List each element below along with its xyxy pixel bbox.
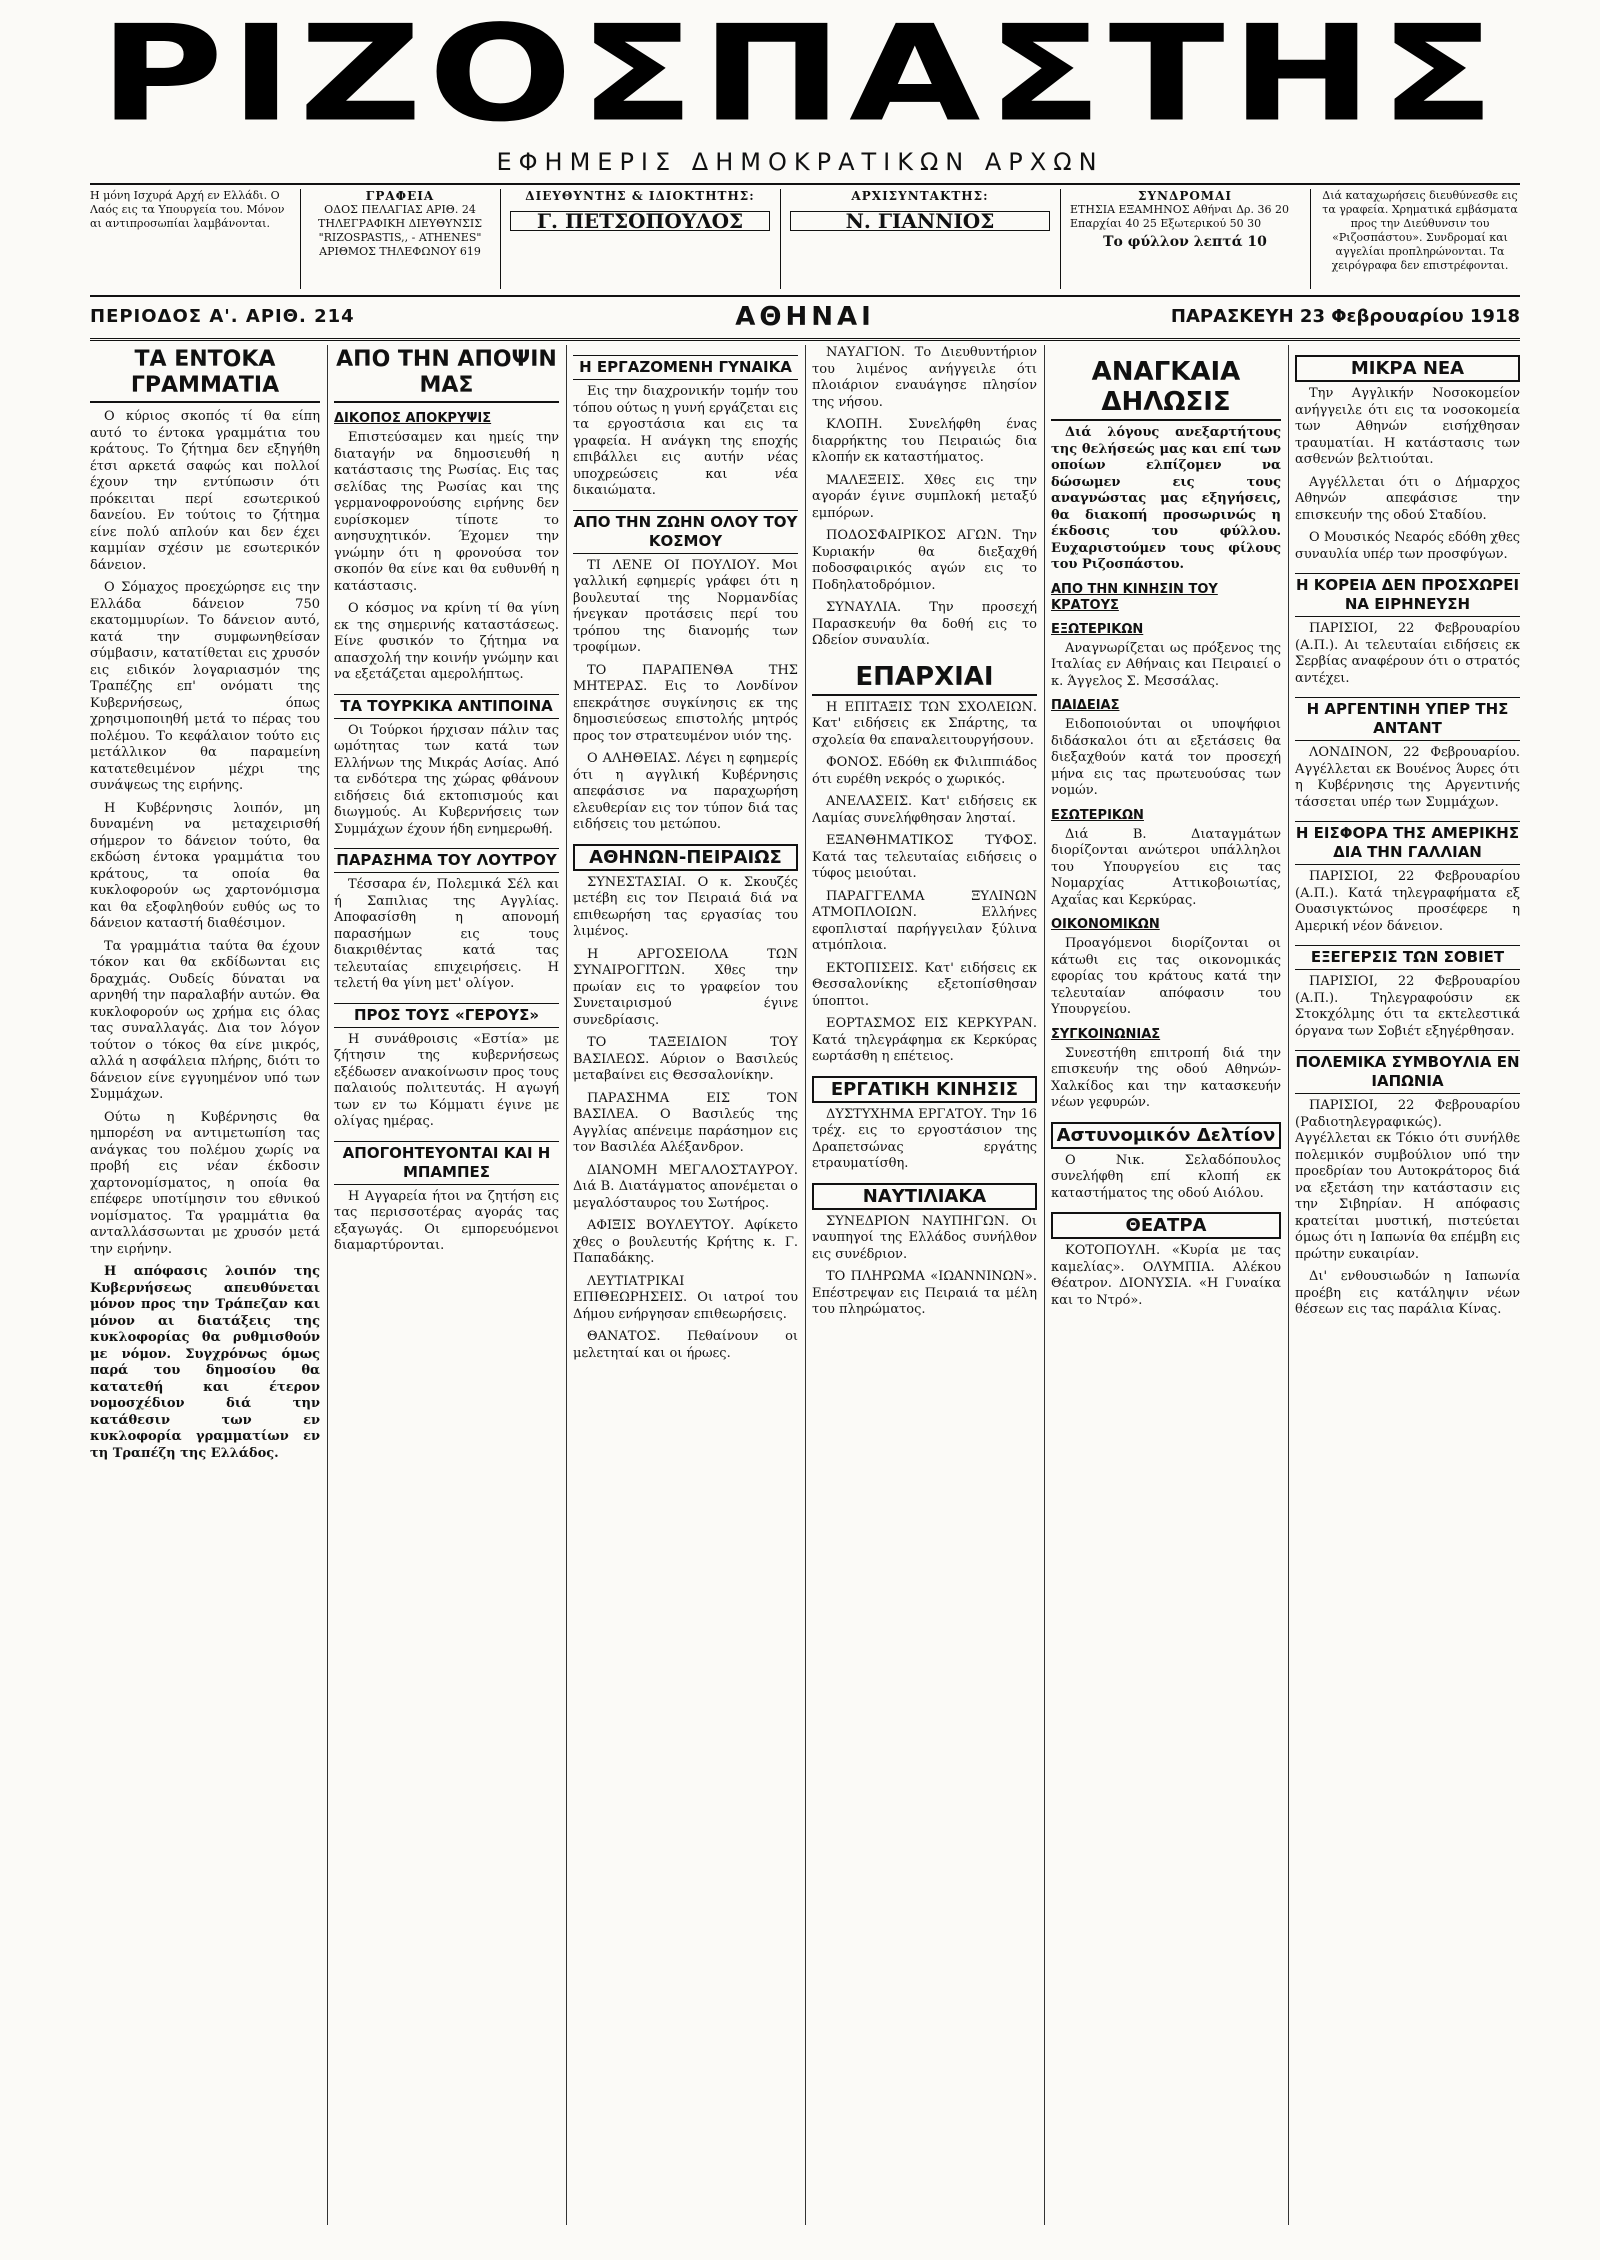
offices-text: ΟΔΟΣ ΠΕΛΑΓΙΑΣ ΑΡΙΘ. 24 ΤΗΛΕΓΡΑΦΙΚΗ ΔΙΕΥΘΥΝΣΙΣ "RIZOSPASTIS,, - ATHENES" ΑΡΙΘΜΟΣ ΤΗΛΕΦΩΝΟΥ 619 xyxy=(318,203,482,258)
article-paragraph: Ο Νικ. Σελαδόπουλος συνελήφθη επί κλοπή εκ καταστήματος της οδού Αιόλου. xyxy=(1051,1152,1281,1201)
article-paragraph: ΕΟΡΤΑΣΜΟΣ ΕΙΣ ΚΕΡΚΥΡΑΝ. Κατά τηλεγράφημα εκ Κερκύρας εωρτάσθη η επέτειος. xyxy=(812,1016,1037,1064)
motto-text: Η μόνη Ισχυρά Αρχή εν Ελλάδι. Ο Λαός εις τα Υπουργεία του. Μόνον αι αντιπροσωπίαι λαμβάνονται. xyxy=(90,189,285,230)
headline-our-view: ΑΠΟ ΤΗΝ ΑΠΟΨΙΝ ΜΑΣ xyxy=(334,347,559,403)
subheading: ΠΑΙΔΕΙΑΣ xyxy=(1051,698,1120,713)
article-paragraph: Αγγέλλεται ότι ο Δήμαρχος Αθηνών απεφάσισε την επισκευήν της οδού Σταδίου. xyxy=(1295,474,1520,523)
article-paragraph: Τα γραμμάτια ταύτα θα έχουν τόκον και θα εκδίδωνται εις δραχμάς. Ουδείς δύναται να αρνηθή την παραλαβήν αυτών. Θα κυκλοφορούν ως χρήμα εις όλας τας συναλλαγάς. Δια τον λόγον τούτον ο τόκος θα είνε μικρός, αλλά η ασφάλεια πλήρης, διότι το δάνειον είνε εγγυημένον υπό των Συμμάχων. xyxy=(90,938,320,1102)
dateline xyxy=(90,300,1520,341)
subscriptions-heading: ΣΥΝΔΡΟΜΑΙ xyxy=(1137,189,1232,203)
director-name: Γ. ΠΕΤΣΟΠΟΥΛΟΣ xyxy=(510,211,770,231)
subheading: ΠΑΡΑΣΗΜΑ ΤΟΥ ΛΟΥΤΡΟΥ xyxy=(334,848,559,873)
subheading: ΤΑ ΤΟΥΡΚΙΚΑ ΑΝΤΙΠΟΙΝΑ xyxy=(334,694,559,719)
article-paragraph: ΑΦΙΞΙΣ ΒΟΥΛΕΥΤΟΥ. Αφίκετο χθες ο βουλευτής Κρήτης κ. Γ. Παπαδάκης. xyxy=(573,1218,798,1266)
article-paragraph: ΑΝΕΛΑΣΕΙΣ. Κατ' ειδήσεις εκ Λαμίας συνελήφθησαν λησταί. xyxy=(812,794,1037,826)
masthead xyxy=(0,0,1600,176)
subheading: ΑΠΟΓΟΗΤΕΥΟΝΤΑΙ ΚΑΙ Η ΜΠΑΜΠΕΣ xyxy=(334,1141,559,1185)
headline-police-bulletin: Αστυνομικόν Δελτίον xyxy=(1051,1122,1281,1149)
subheading: ΠΟΛΕΜΙΚΑ ΣΥΜΒΟΥΛΙΑ ΕΝ ΙΑΠΩΝΙΑ xyxy=(1295,1050,1520,1094)
article-paragraph: ΛΟΝΔΙΝΟΝ, 22 Φεβρουαρίου. Αγγέλλεται εκ Βουένος Άυρες ότι η Κυβέρνησις της Αργεντινής τάσσεται υπέρ των Συμμάχων. xyxy=(1295,745,1520,810)
article-paragraph: Ειδοποιούνται οι υποψήφιοι διδάσκαλοι ότι αι εξετάσεις θα διεξαχθούν κατά τον προσεχή μήνα εις τας πρωτευούσας των νομών. xyxy=(1051,717,1281,798)
article-paragraph: ΔΙΑΝΟΜΗ ΜΕΓΑΛΟΣΤΑΥΡΟΥ. Διά Β. Διατάγματος απονέμεται ο μεγαλόσταυρος του Σωτήρος. xyxy=(573,1162,798,1211)
headline-labor-movement: ΕΡΓΑΤΙΚΗ ΚΙΝΗΣΙΣ xyxy=(812,1076,1037,1103)
column-1 xyxy=(90,345,320,2245)
editor-name: Ν. ΓΙΑΝΝΙΟΣ xyxy=(790,211,1050,231)
column-3 xyxy=(573,345,798,2245)
article-paragraph: ΠΑΡΙΣΙΟΙ, 22 Φεβρουαρίου (Ραδιοτηλεγραφικώς). Αγγέλλεται εκ Τόκιο ότι συνήλθε πολεμικόν συμβούλιον υπό την προεδρίαν του Αυτοκράτορος διά να εξετάση την κατάστασιν εις την Σιβηρίαν. Η απόφασις κρατείται μυστική, πιστεύεται όμως ότι η Ιαπωνία θα επέμβη εις πρώτην ευκαιρίαν. xyxy=(1295,1098,1520,1262)
headline-treasury-bills: ΤΑ ΕΝΤΟΚΑ ΓΡΑΜΜΑΤΙΑ xyxy=(90,347,320,403)
subheading: Η ΕΙΣΦΟΡΑ ΤΗΣ ΑΜΕΡΙΚΗΣ ΔΙΑ ΤΗΝ ΓΑΛΛΙΑΝ xyxy=(1295,821,1520,865)
article-paragraph: Η συνάθροισις «Εστία» με ζήτησιν της κυβερνήσεως εξέδωσεν ανακοίνωσιν προς τους παλαιούς πολιτευτάς. Η αγωγή των εν τω Κόμματι έγινε με ολίγας ημέρας. xyxy=(334,1031,559,1129)
article-paragraph: ΝΑΥΑΓΙΟΝ. Το Διευθυντήριον του λιμένος ανήγγειλε ότι πλοιάριον εναυάγησε πλησίον της νήσου. xyxy=(812,345,1037,410)
headline-theatres: ΘΕΑΤΡΑ xyxy=(1051,1212,1281,1239)
article-paragraph: Διά λόγους ανεξαρτήτους της θελήσεώς μας και επί των οποίων ελπίζομεν να δώσωμεν εις τους αναγνώστας μας εξηγήσεις, θα διακοπή προσωρινώς η έκδοσις του φύλλου. Ευχαριστούμεν τους φίλους του Ριζοσπάστου. xyxy=(1051,425,1281,572)
article-paragraph: Επιστεύσαμεν και ημείς την διαταγήν να δημοσιευθή η κατάστασις της Ρωσίας. Εις τας σελίδας της Ρωσίας και της γερμανοφρονούσης ειρήνης δεν ευρίσκομεν τίποτε το ανησυχητικόν. Έχομεν την γνώμην ότι η φρονούσα τον σκοπόν θα είνε και θα ευθυνθή η κατάστασις. xyxy=(334,430,559,594)
newspaper-subtitle: ΕΦΗΜΕΡΙΣ ΔΗΜΟΚΡΑΤΙΚΩΝ ΑΡΧΩΝ xyxy=(496,148,1104,176)
subheading: ΠΡΟΣ ΤΟΥΣ «ΓΕΡΟΥΣ» xyxy=(334,1003,559,1028)
issue-date: ΠΑΡΑΣΚΕΥΗ 23 Φεβρουαρίου 1918 xyxy=(1170,306,1520,327)
article-paragraph: Τέσσαρα έν, Πολεμικά Σέλ και ή Σαπιλιας της Αγγλίας. Αποφασίσθη η απονομή παρασήμων εις τους διακριθέντας κατά τας τελευταίας επιχειρήσεις. Η τελετή θα γίνη μετ' ολίγον. xyxy=(334,877,559,991)
price-text: Το φύλλον λεπτά 10 xyxy=(1103,234,1267,250)
article-paragraph: Ο Σόμαχος προεχώρησε εις την Ελλάδα δάνειον 750 εκατομμυρίων. Το δάνειον αυτό, κατά την συμφωνηθείσαν σύμβασιν, κατατίθεται εις χρυσόν εις ειδικόν λογαριασμόν της Τραπέζης επ' ονόματι της Κυβερνήσεως, όπως χρησιμοποιηθή μετά το πέρας του πολέμου. Το κεφάλαιον τούτο εις μετάλλικον θα παραμείνη κατατεθειμένον μέχρι της συνάψεως της ειρήνης. xyxy=(90,580,320,793)
article-paragraph: ΣΥΝΑΥΛΙΑ. Την προσεχή Παρασκευήν θα δοθή εις το Ωδείον συναυλία. xyxy=(812,600,1037,648)
motto-box xyxy=(90,189,290,289)
article-paragraph: Ούτω η Κυβέρνησις θα ημπορέση να αντιμετωπίση τας ανάγκας του πολέμου χωρίς να προβή εις νέαν έκδοσιν χαρτονομίσματος, η οποία θα επέφερε υποτίμησιν του εθνικού νομίσματος. Τα γραμμάτια θα ανταλλάσσωνται με χρυσόν μετά την ειρήνην. xyxy=(90,1109,320,1257)
article-paragraph: ΘΑΝΑΤΟΣ. Πεθαίνουν οι μελετηταί και οι ήρωες. xyxy=(573,1329,798,1361)
subheading: ΔΙΚΟΠΟΣ ΑΠΟΚΡΥΨΙΣ xyxy=(334,411,492,426)
article-paragraph: Η ΕΠΙΤΑΞΙΣ ΤΩΝ ΣΧΟΛΕΙΩΝ. Κατ' ειδήσεις εκ Σπάρτης, τα σχολεία θα επαναλειτουργήσουν. xyxy=(812,699,1037,748)
column-5 xyxy=(1051,345,1281,2245)
headline-working-woman: Η ΕΡΓΑΖΟΜΕΝΗ ΓΥΝΑΙΚΑ xyxy=(573,355,798,380)
article-paragraph: Ο ΑΛΗΘΕΙΑΣ. Λέγει η εφημερίς ότι η αγγλική Κυβέρνησις απεφάσισε να παραχωρήση ελευθερίαν εις τον τύπον διά τας ειδήσεις του μετώπου. xyxy=(573,751,798,832)
article-paragraph: ΠΑΡΙΣΙΟΙ, 22 Φεβρουαρίου (Α.Π.). Τηλεγραφούσιν εκ Στοκχόλμης ότι τα εκτελεστικά όργανα των Σοβιέτ εξηγέρθησαν. xyxy=(1295,974,1520,1039)
article-paragraph: Ο κύριος σκοπός τί θα είπη αυτό το έντοκα γραμμάτια του κράτους. Το ζήτημα δεν εξηγήθη έτσι αρκετά σαφώς και πολλοί έχουν την εντύπωσιν ότι πρόκειται περί εσωτερικού δανείου. Εν τούτοις το ζήτημα είνε πολύ απλούν και δεν έχει καμμίαν σχέσιν με εσωτερικόν δάνειον. xyxy=(90,409,320,573)
subheading: Η ΚΟΡΕΙΑ ΔΕΝ ΠΡΟΣΧΩΡΕΙ ΝΑ ΕΙΡΗΝΕΥΣΗ xyxy=(1295,573,1520,617)
article-paragraph: ΕΞΑΝΘΗΜΑΤΙΚΟΣ ΤΥΦΟΣ. Κατά τας τελευταίας ειδήσεις ο τύφος μειούται. xyxy=(812,833,1037,881)
article-paragraph: ΠΑΡΑΓΓΕΛΜΑ ΞΥΛΙΝΩΝ ΑΤΜΟΠΛΟΙΩΝ. Ελλήνες εφοπλισταί παρήγγειλαν ξύλινα ατμόπλοια. xyxy=(812,888,1037,953)
column-4 xyxy=(812,345,1037,2245)
director-heading: ΔΙΕΥΘΥΝΤΗΣ & ΙΔΙΟΚΤΗΤΗΣ: xyxy=(525,189,755,203)
article-paragraph: Η ΑΡΓΟΣΕΙΟΛΑ ΤΩΝ ΣΥΝΑΙΡΟΓΙΤΩΝ. Χθες την πρωίαν εις το γραφείον του Συνεταιρισμού έγινε συνεδρίασις. xyxy=(573,946,798,1028)
headline-athens-piraeus: ΑΘΗΝΩΝ-ΠΕΙΡΑΙΩΣ xyxy=(573,844,798,871)
article-paragraph: ΠΑΡΙΣΙΟΙ, 22 Φεβρουαρίου (Α.Π.). Αι τελευταίαι ειδήσεις εκ Σερβίας αναφέρουν ότι ο στρατός αντέχει. xyxy=(1295,621,1520,686)
article-paragraph: Η απόφασις λοιπόν της Κυβερνήσεως απευθύνεται μόνον προς την Τράπεζαν και μόνον αι διατάξεις της κυκλοφορίας θα ρυθμισθούν με νόμον. Συγχρόνως όμως παρά του δημοσίου θα κατατεθή και έτερον νομοσχέδιον διά την κατάθεσιν των εν κυκλοφορία γραμματίων εν τη Τραπέζη της Ελλάδος. xyxy=(90,1264,320,1461)
article-paragraph: Ο Μουσικός Νεαρός εδόθη χθες συναυλία υπέρ των προσφύγων. xyxy=(1295,530,1520,562)
editor-box xyxy=(790,189,1050,289)
headline-provinces: ΕΠΑΡΧΙΑΙ xyxy=(812,660,1037,696)
article-paragraph: ΦΟΝΟΣ. Εδόθη εκ Φιλιππιάδος ότι ευρέθη νεκρός ο χωρικός. xyxy=(812,755,1037,787)
offices-heading: ΓΡΑΦΕΙΑ xyxy=(365,189,435,203)
headline-nautical: ΝΑΥΤΙΛΙΑΚΑ xyxy=(812,1183,1037,1210)
article-paragraph: Η Κυβέρνησις λοιπόν, μη δυναμένη να μεταχειρισθή σήμερον το δάνειον τούτο, θα εκδώση έντοκα γραμμάτια του κράτους, τα οποία θα κυκλοφορούν ως χαρτονόμισμα και θα εξοφληθούν ευθύς ως το δάνειον καταστή διαθέσιμον. xyxy=(90,800,320,931)
offices-box xyxy=(310,189,490,289)
article-paragraph: ΠΟΔΟΣΦΑΙΡΙΚΟΣ ΑΓΩΝ. Την Κυριακήν θα διεξαχθή ποδοσφαιρικός αγών εις το Ποδηλατοδρόμιον. xyxy=(812,528,1037,593)
article-paragraph: ΠΑΡΑΣΗΜΑ ΕΙΣ ΤΟΝ ΒΑΣΙΛΕΑ. Ο Βασιλεύς της Αγγλίας απένειμε παράσημον εις τον Βασιλέα Αλέξανδρον. xyxy=(573,1090,798,1155)
editor-heading: ΑΡΧΙΣΥΝΤΑΚΤΗΣ: xyxy=(851,189,989,203)
article-paragraph: ΕΚΤΟΠΙΣΕΙΣ. Κατ' ειδήσεις εκ Θεσσαλονίκης εξετοπίσθησαν ύποπτοι. xyxy=(812,960,1037,1009)
article-paragraph: Διά Β. Διαταγμάτων διορίζονται ανώτεροι υπάλληλοι του Υπουργείου εις τας Νομαρχίας Αττικοβοιωτίας, Αχαΐας και Κερκύρας. xyxy=(1051,826,1281,908)
article-paragraph: Συνεστήθη επιτροπή διά την επισκευήν της οδού Αθηνών-Χαλκίδος και την κατασκευήν νέων γεφυρών. xyxy=(1051,1045,1281,1110)
article-paragraph: Την Αγγλικήν Νοσοκομείον ανήγγειλε ότι εις τα νοσοκομεία των Αθηνών εισήχθησαν τραυματίαι. Η κατάστασις των ασθενών βελτιούται. xyxy=(1295,386,1520,467)
headline-world-life: ΑΠΟ ΤΗΝ ΖΩΗΝ ΟΛΟΥ ΤΟΥ ΚΟΣΜΟΥ xyxy=(573,510,798,554)
headline-small-news: ΜΙΚΡΑ ΝΕΑ xyxy=(1295,355,1520,382)
article-paragraph: Ο κόσμος να κρίνη τί θα γίνη εκ της σημερινής καταστάσεως. Είνε φυσικόν το ζήτημα να απασχολή την κοινήν γνώμην και να εξετάζεται αμερολήπτως. xyxy=(334,601,559,682)
subheading: ΕΣΩΤΕΡΙΚΩΝ xyxy=(1051,807,1144,823)
article-paragraph: ΣΥΝΕΣΤΑΣΙΑΙ. Ο κ. Σκουζές μετέβη εις τον Πειραιά διά να επιθεωρήση τας εργασίας του λιμένος. xyxy=(573,874,798,939)
subheading: ΣΥΓΚΟΙΝΩΝΙΑΣ xyxy=(1051,1026,1161,1042)
article-paragraph: ΛΕΥΤΙΑΤΡΙΚΑΙ ΕΠΙΘΕΩΡΗΣΕΙΣ. Οι ιατροί του Δήμου ενήργησαν επιθεωρήσεις. xyxy=(573,1273,798,1322)
info-bar xyxy=(90,183,1520,297)
article-paragraph: Δι' ενθουσιωδών η Ιαπωνία προέβη εις κατάληψιν νέων θέσεων εις τας παράλια Κίνας. xyxy=(1295,1269,1520,1317)
article-paragraph: ΚΟΤΟΠΟΥΛΗ. «Κυρία με τας καμελίας». ΟΛΥΜΠΙΑ. Αλέκου Θέατρον. ΔΙΟΝΥΣΙΑ. «Η Γυναίκα και το Ντρό». xyxy=(1051,1243,1281,1308)
article-paragraph: Οι Τούρκοι ήρχισαν πάλιν τας ωμότητας των κατά των Ελλήνων της Μικράς Ασίας. Από τα ενδότερα της χώρας φθάνουν ειδήσεις διά εκτοπισμούς και διωγμούς. Αι Κυβερνήσεις των Συμμάχων έχουν ήδη ενημερωθή. xyxy=(334,722,559,837)
article-paragraph: ΜΑΛΕΞΕΙΣ. Χθες εις την αγοράν έγινε συμπλοκή μεταξύ εμπόρων. xyxy=(812,472,1037,521)
issue-number: ΠΕΡΙΟΔΟΣ Α'. ΑΡΙΘ. 214 xyxy=(90,306,355,327)
article-paragraph: Αναγνωρίζεται ως πρόξενος της Ιταλίας εν Αθήναις και Πειραιεί ο κ. Άγγελος Σ. Μεσσάλας. xyxy=(1051,640,1281,689)
headline-necessary-declaration: ΑΝΑΓΚΑΙΑ ΔΗΛΩΣΙΣ xyxy=(1051,355,1281,421)
subscriptions-text: ΕΤΗΣΙΑ ΕΞΑΜΗΝΟΣ Αθήναι Δρ. 36 20 Επαρχίαι 40 25 Εξωτερικού 50 30 xyxy=(1070,203,1289,230)
subheading: Η ΑΡΓΕΝΤΙΝΗ ΥΠΕΡ ΤΗΣ ΑΝΤΑΝΤ xyxy=(1295,697,1520,741)
city-name: ΑΘΗΝΑΙ xyxy=(735,302,875,332)
column-2 xyxy=(334,345,559,2245)
article-paragraph: ΤΟ ΠΛΗΡΩΜΑ «ΙΩΑΝΝΙΝΩΝ». Επέστρεψαν εις Πειραιά τα μέλη του πληρώματος. xyxy=(812,1269,1037,1317)
article-paragraph: ΣΥΝΕΔΡΙΟΝ ΝΑΥΠΗΓΩΝ. Οι ναυπηγοί της Ελλάδος συνήλθον εις συνέδριον. xyxy=(812,1213,1037,1262)
article-paragraph: ΔΥΣΤΥΧΗΜΑ ΕΡΓΑΤΟΥ. Την 16 τρέχ. εις το εργοστάσιον της Δραπετσώνας εργάτης ετραυματίσθη. xyxy=(812,1106,1037,1171)
director-box xyxy=(510,189,770,289)
subscriptions-box xyxy=(1070,189,1300,289)
ads-box xyxy=(1320,189,1520,289)
subheading: ΕΞΩΤΕΡΙΚΩΝ xyxy=(1051,621,1144,637)
article-paragraph: Εις την διαχρονικήν τομήν του τόπου ούτως η γυνή εργάζεται εις τα εργοστάσια και εις τα γραφεία. Η ανάγκη της εποχής επιβάλλει εις αυτήν νέας υποχρεώσεις και νέα δικαιώματα. xyxy=(573,384,798,498)
article-paragraph: Η Αγγαρεία ήτοι να ζητήση εις τας περισσοτέρας αγοράς τας εξαγωγάς. Οι εμπορευόμενοι διαμαρτύρονται. xyxy=(334,1188,559,1253)
article-paragraph: ΤΟ ΠΑΡΑΠΕΝΘΑ ΤΗΣ ΜΗΤΕΡΑΣ. Εις το Λονδίνον επεκράτησε συγκίνησις εκ της δημοσιεύσεως επιστολής μητρός προς τον στρατευμένον υιόν της. xyxy=(573,662,798,744)
subheading: ΟΙΚΟΝΟΜΙΚΩΝ xyxy=(1051,917,1160,932)
article-paragraph: ΤΙ ΛΕΝΕ ΟΙ ΠΟΥΛΙΟΥ. Μοι γαλλική εφημερίς γράφει ότι η βουλευταί της Νορμανδίας ήνεγκαν προτάσεις περί του τρόπου της διανομής των τροφίμων. xyxy=(573,557,798,655)
subheading: ΕΞΕΓΕΡΣΙΣ ΤΩΝ ΣΟΒΙΕΤ xyxy=(1295,945,1520,970)
column-6 xyxy=(1295,345,1520,2245)
article-paragraph: Προαγόμενοι διορίζονται οι κάτωθι εις τας οικονομικάς εφορίας του κράτους κατά την τελευταίαν απόφασιν του Υπουργείου. xyxy=(1051,936,1281,1017)
newspaper-title: ΡΙΖΟΣΠΑΣΤΗΣ xyxy=(98,0,1502,152)
article-paragraph: ΤΟ ΤΑΞΕΙΔΙΟΝ ΤΟΥ ΒΑΣΙΛΕΩΣ. Αύριον ο Βασιλεύς μεταβαίνει εις Θεσσαλονίκην. xyxy=(573,1035,798,1083)
ads-text: Διά καταχωρήσεις διευθύνεσθε εις τα γραφεία. Χρηματικά εμβάσματα προς την Διεύθυνσιν του «Ριζοσπάστου». Συνδρομαί και αγγελίαι προπληρώνονται. Τα χειρόγραφα δεν επιστρέφονται. xyxy=(1322,189,1518,272)
subheading: ΑΠΟ ΤΗΝ ΚΙΝΗΣΙΝ ΤΟΥ ΚΡΑΤΟΥΣ xyxy=(1051,581,1218,613)
article-paragraph: ΚΛΟΠΗ. Συνελήφθη ένας διαρρήκτης του Πειραιώς δια κλοπήν εκ καταστήματος. xyxy=(812,417,1037,465)
article-paragraph: ΠΑΡΙΣΙΟΙ, 22 Φεβρουαρίου (Α.Π.). Κατά τηλεγραφήματα εξ Ουασιγκτώνος προσέφερε η Αμερική νέον δάνειον. xyxy=(1295,869,1520,934)
